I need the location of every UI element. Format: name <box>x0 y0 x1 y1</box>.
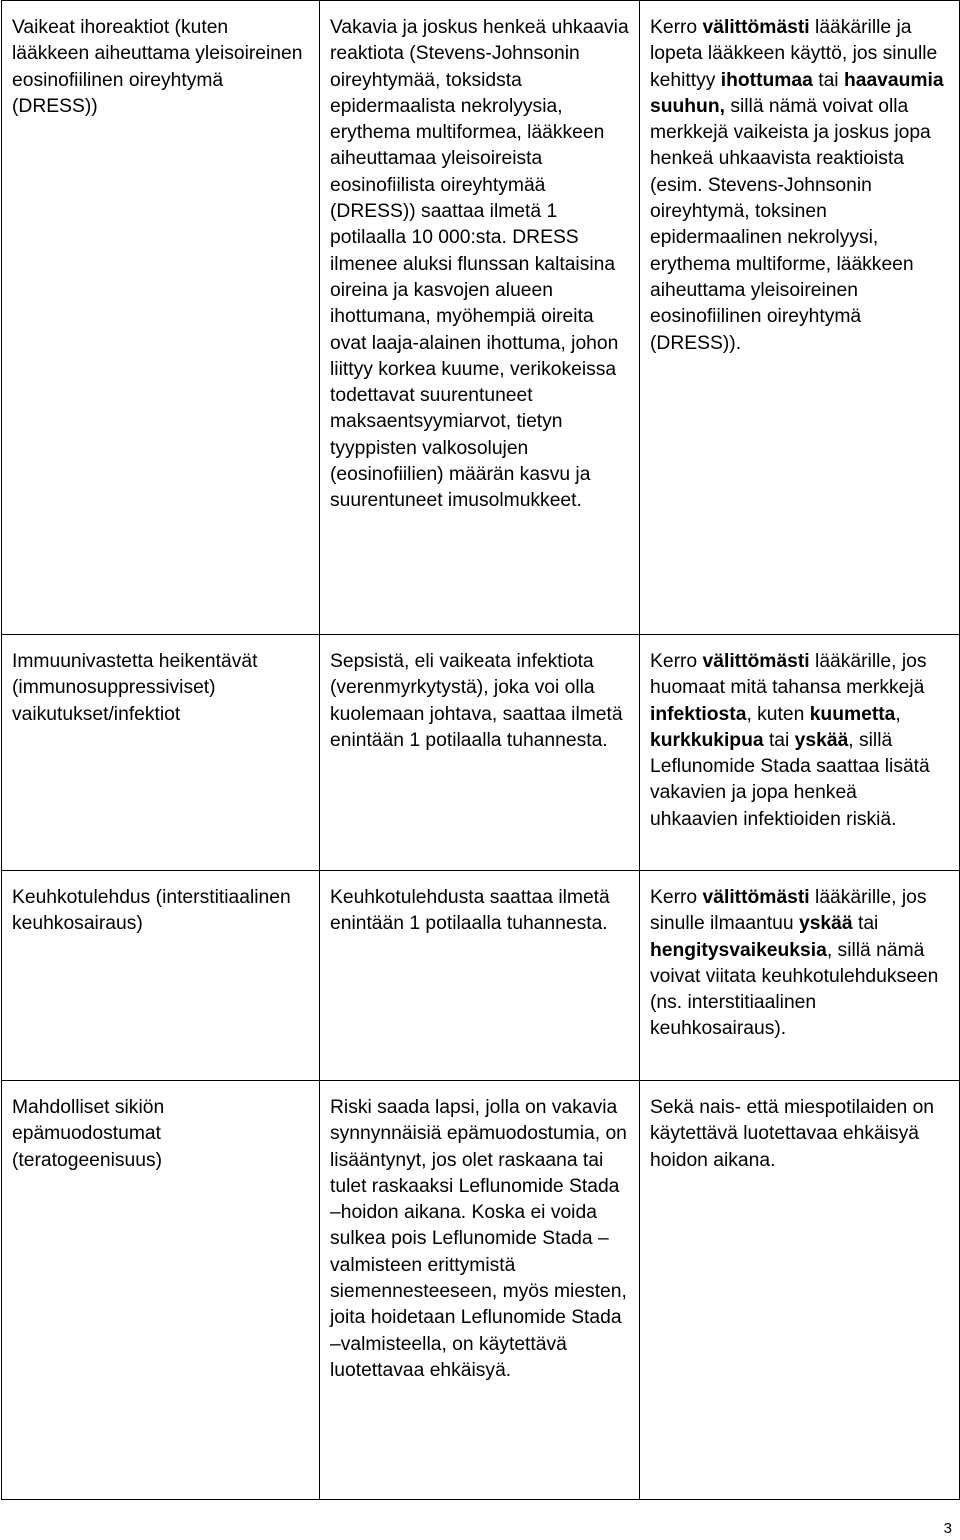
action-text-segment: Kerro <box>650 887 703 908</box>
description-cell: Vakavia ja joskus henkeä uhkaavia reaktiota (Stevens-Johnsonin oireyhtymää, toksidsta epidermaalista nekrolyysia, erythema multiformea, lääkkeen aiheuttamaa yleisoireista eosinofiilista oireyhtymää (DRESS)) saattaa ilmetä 1 potilaalla 10 000:sta. DRESS ilmenee aluksi flunssan kaltaisina oireina ja kasvojen alueen ihottumana, myöhempiä oireita ovat laaja-alainen ihottuma, johon liittyy korkea kuume, verikokeissa todettavat suurentuneet maksaentsyymiarvot, tietyn tyyppisten valkosolujen (eosinofiilien) määrän kasvu ja suurentuneet imusolmukkeet. <box>320 1 640 635</box>
action-text-segment-bold: yskää <box>794 729 849 751</box>
action-text-segment: , sillä nämä voivat viitata keuhkotulehdukseen (ns. interstitiaalinen keuhkosairaus). <box>650 939 944 1040</box>
action-text-segment-bold: infektiosta <box>650 703 747 725</box>
action-cell <box>640 871 960 1081</box>
table-row <box>2 1 960 635</box>
side-effects-table <box>1 0 960 1500</box>
action-text-segment: tai <box>852 913 884 935</box>
table-row <box>2 635 960 871</box>
table-row <box>2 871 960 1081</box>
description-cell: Riski saada lapsi, jolla on vakavia synnynnäisiä epämuodostumia, on lisääntynyt, jos olet raskaana tai tulet raskaaksi Leflunomide Stada –hoidon aikana. Koska ei voida sulkea pois Leflunomide Stada –valmisteen erittymistä siemennesteeseen, myös miesten, joita hoidetaan Leflunomide Stada –valmisteella, on käytettävä luotettavaa ehkäisyä. <box>320 1081 640 1500</box>
action-text-segment-bold: välittömästi <box>702 17 810 38</box>
action-text-segment-bold: kuumetta <box>809 703 896 725</box>
action-text-segment-bold: kurkkukipua <box>650 729 764 751</box>
action-cell <box>640 1 960 635</box>
action-text-segment: Kerro <box>650 17 703 38</box>
action-text-segment: tai <box>812 69 844 91</box>
action-text-segment-bold: välittömästi <box>702 887 810 908</box>
action-text-segment: , <box>895 703 907 725</box>
action-text-segment: , kuten <box>746 703 810 725</box>
action-text-segment: Sekä nais- että miespotilaiden on käytettävä luotettavaa ehkäisyä hoidon aikana. <box>650 1097 940 1171</box>
action-cell <box>640 635 960 871</box>
action-text-segment: , sillä Leflunomide Stada saattaa lisätä vakavien ja jopa henkeä uhkaavien infektioiden riskiä. <box>650 729 936 830</box>
action-text-segment: lääkärille, jos sinulle ilmaantuu <box>650 887 932 935</box>
table-row <box>2 1081 960 1500</box>
page-number: 3 <box>943 1520 952 1537</box>
condition-cell: Mahdolliset sikiön epämuodostumat (teratogeenisuus) <box>2 1081 320 1500</box>
action-text-segment: lääkärille ja lopeta lääkkeen käyttö, jos sinulle kehittyy <box>650 17 943 91</box>
description-cell: Sepsistä, eli vaikeata infektiota (verenmyrkytystä), joka voi olla kuolemaan johtava, saattaa ilmetä enintään 1 potilaalla tuhannesta. <box>320 635 640 871</box>
condition-cell: Immuunivastetta heikentävät (immunosuppressiviset) vaikutukset/infektiot <box>2 635 320 871</box>
action-text-segment-bold: ihottumaa <box>720 69 813 91</box>
action-text-segment: tai <box>763 729 795 751</box>
action-text-segment-bold: välittömästi <box>702 651 810 672</box>
action-text-segment: lääkärille, jos huomaat mitä tahansa merkkejä <box>650 651 932 699</box>
action-text-segment: Kerro <box>650 651 703 672</box>
action-text-segment-bold: haavaumia suuhun, <box>650 69 949 117</box>
condition-cell: Keuhkotulehdus (interstitiaalinen keuhkosairaus) <box>2 871 320 1081</box>
action-text-segment-bold: yskää <box>798 913 853 935</box>
action-cell <box>640 1081 960 1500</box>
action-text-segment: sillä nämä voivat olla merkkejä vaikeista ja joskus jopa henkeä uhkaavista reaktioista (esim. Stevens-Johnsonin oireyhtymä, toksinen epidermaalinen nekrolyysi, erythema multiforme, lääkkeen aiheuttama yleisoireinen eosinofiilinen oireyhtymä (DRESS)). <box>650 95 937 354</box>
action-text-segment-bold: hengitysvaikeuksia <box>650 939 827 961</box>
description-cell: Keuhkotulehdusta saattaa ilmetä enintään 1 potilaalla tuhannesta. <box>320 871 640 1081</box>
condition-cell: Vaikeat ihoreaktiot (kuten lääkkeen aiheuttama yleisoireinen eosinofiilinen oireyhtymä (DRESS)) <box>2 1 320 635</box>
